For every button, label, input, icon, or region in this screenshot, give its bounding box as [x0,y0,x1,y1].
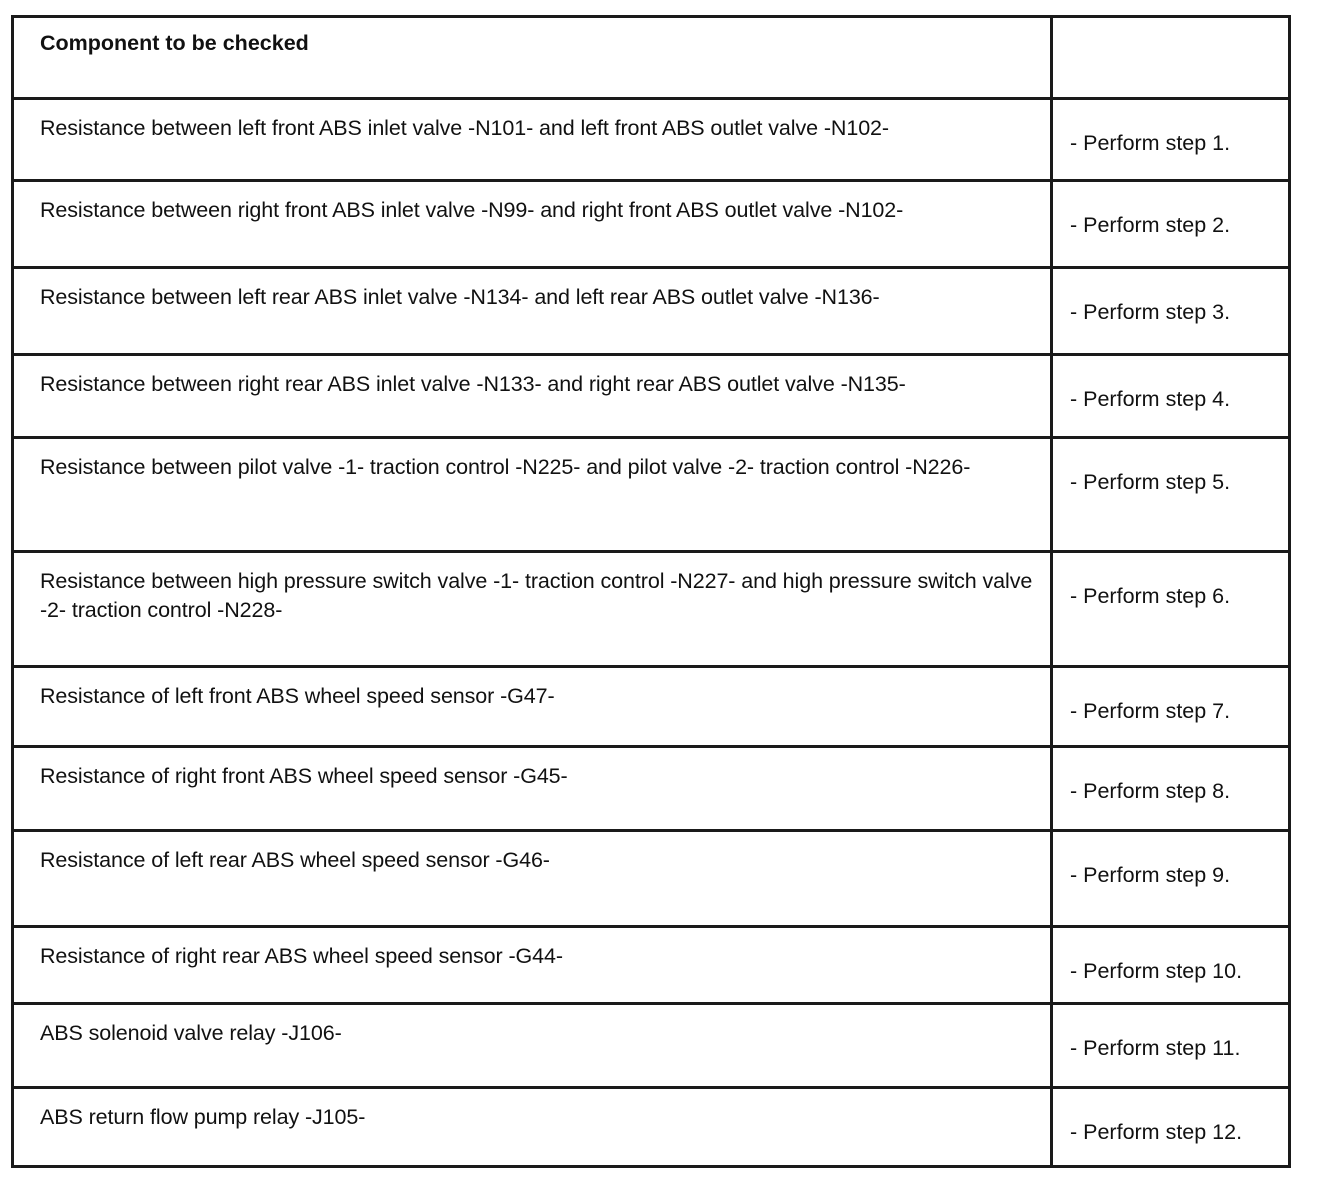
action-cell: - Perform step 11. [1052,1004,1290,1088]
action-cell: - Perform step 9. [1052,831,1290,927]
table-row [13,355,1290,438]
table-row [13,747,1290,831]
action-cell: - Perform step 7. [1052,667,1290,747]
action-cell: - Perform step 3. [1052,268,1290,355]
table-row [13,927,1290,1004]
component-cell: ABS return flow pump relay -J105- [13,1088,1052,1167]
header-action-cell [1052,17,1290,99]
action-cell: - Perform step 12. [1052,1088,1290,1167]
action-cell: - Perform step 4. [1052,355,1290,438]
header-component-cell: Component to be checked [13,17,1052,99]
table-header-row [13,17,1290,99]
action-cell: - Perform step 1. [1052,99,1290,181]
component-cell: ABS solenoid valve relay -J106- [13,1004,1052,1088]
table-row [13,831,1290,927]
component-cell: Resistance between right rear ABS inlet valve -N133- and right rear ABS outlet valve -N135- [13,355,1052,438]
table-row [13,268,1290,355]
table-row [13,552,1290,667]
component-cell: Resistance between left front ABS inlet valve -N101- and left front ABS outlet valve -N102- [13,99,1052,181]
component-check-table [11,15,1291,1168]
table-row [13,99,1290,181]
table-row [13,438,1290,552]
action-cell: - Perform step 5. [1052,438,1290,552]
component-cell: Resistance between left rear ABS inlet valve -N134- and left rear ABS outlet valve -N136- [13,268,1052,355]
table-row [13,667,1290,747]
table-row [13,181,1290,268]
action-cell: - Perform step 2. [1052,181,1290,268]
component-cell: Resistance between right front ABS inlet valve -N99- and right front ABS outlet valve -N102- [13,181,1052,268]
table-row [13,1004,1290,1088]
action-cell: - Perform step 10. [1052,927,1290,1004]
component-cell: Resistance of right front ABS wheel speed sensor -G45- [13,747,1052,831]
component-cell: Resistance of left rear ABS wheel speed sensor -G46- [13,831,1052,927]
component-cell: Resistance of right rear ABS wheel speed sensor -G44- [13,927,1052,1004]
component-cell: Resistance of left front ABS wheel speed sensor -G47- [13,667,1052,747]
table-row [13,1088,1290,1167]
component-cell: Resistance between pilot valve -1- traction control -N225- and pilot valve -2- traction control -N226- [13,438,1052,552]
component-cell: Resistance between high pressure switch valve -1- traction control -N227- and high pressure switch valve -2- traction control -N228- [13,552,1052,667]
action-cell: - Perform step 8. [1052,747,1290,831]
action-cell: - Perform step 6. [1052,552,1290,667]
